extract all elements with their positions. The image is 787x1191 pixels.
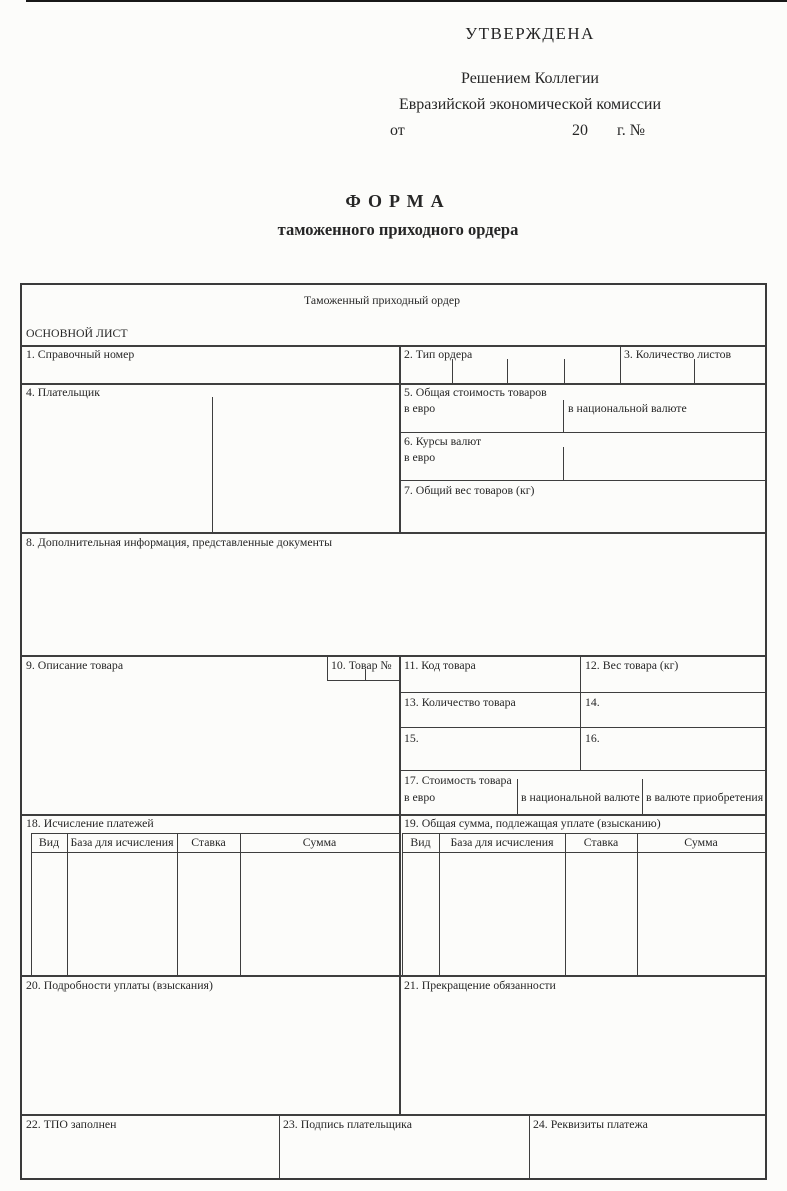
subfield-tick (507, 359, 508, 383)
grid-line (31, 833, 399, 834)
grid-line (399, 692, 765, 693)
grid-line (439, 833, 440, 975)
field-label-15: 15. (404, 731, 419, 745)
approval-line-1: УТВЕРЖДЕНА (465, 24, 595, 43)
field-label-22: 22. ТПО заполнен (26, 1117, 117, 1131)
grid-line (402, 852, 765, 853)
grid-line (620, 345, 621, 383)
document-title: ФОРМА (345, 191, 451, 211)
grid-line (399, 480, 765, 481)
field-5-euro-label: в евро (404, 401, 436, 415)
form-title: Таможенный приходный ордер (303, 293, 461, 307)
grid-line (177, 833, 178, 975)
grid-line (563, 400, 564, 432)
grid-line (580, 655, 581, 770)
field-label-19: 19. Общая сумма, подлежащая уплате (взысканию) (404, 816, 661, 830)
grid-line (327, 680, 399, 681)
grid-line (327, 655, 328, 680)
grid-line (22, 383, 765, 385)
grid-line (517, 779, 518, 814)
field-label-8: 8. Дополнительная информация, представленные документы (26, 535, 332, 549)
field-label-2: 2. Тип ордера (404, 347, 473, 361)
grid-line (240, 833, 241, 975)
field-17-purchase-label: в валюте приобретения (646, 790, 764, 804)
document-subtitle: таможенного приходного ордера (277, 220, 519, 239)
field-label-24: 24. Реквизиты платежа (533, 1117, 648, 1131)
grid-line (563, 447, 564, 480)
grid-line (31, 852, 399, 853)
grid-line (565, 833, 566, 975)
field-6-euro-label: в евро (404, 450, 436, 464)
grid-line (22, 1114, 765, 1116)
field-label-5: 5. Общая стоимость товаров (404, 385, 547, 399)
grid-line (642, 779, 643, 814)
grid-line (22, 532, 765, 534)
field-label-17: 17. Стоимость товара (404, 773, 512, 787)
grid-line (399, 727, 765, 728)
field-label-18: 18. Исчисление платежей (26, 816, 154, 830)
subfield-tick (452, 359, 453, 383)
grid-line (31, 833, 32, 975)
grid-line (399, 770, 765, 771)
grid-line (765, 833, 766, 975)
field-label-14: 14. (585, 695, 600, 709)
field-label-12: 12. Вес товара (кг) (585, 658, 679, 672)
field-label-3: 3. Количество листов (624, 347, 732, 361)
payments-col-vid: Вид (38, 835, 60, 849)
subfield-tick (564, 359, 565, 383)
field-17-national-label: в национальной валюте (521, 790, 640, 804)
grid-line (22, 975, 765, 977)
field-label-21: 21. Прекращение обязанности (404, 978, 556, 992)
field-label-7: 7. Общий вес товаров (кг) (404, 483, 535, 497)
field-5-national-label: в национальной валюте (568, 401, 687, 415)
scan-artifact-top-line (26, 0, 787, 2)
grid-line (399, 432, 765, 433)
payments-col-base: База для исчисления (450, 835, 554, 849)
payments-col-sum: Сумма (684, 835, 718, 849)
approval-date-number: г. № (617, 122, 646, 139)
payments-col-rate: Ставка (583, 835, 619, 849)
field-label-23: 23. Подпись плательщика (283, 1117, 412, 1131)
payments-col-vid: Вид (410, 835, 431, 849)
grid-line (212, 397, 213, 532)
sheet-label: ОСНОВНОЙ ЛИСТ (26, 326, 128, 340)
payments-col-rate: Ставка (191, 835, 226, 849)
field-label-10: 10. Товар № (331, 658, 392, 672)
payments-col-sum: Сумма (302, 835, 337, 849)
field-label-20: 20. Подробности уплаты (взыскания) (26, 978, 213, 992)
tpo-form-table (20, 283, 767, 1180)
grid-line (399, 655, 401, 1114)
field-label-13: 13. Количество товара (404, 695, 516, 709)
field-label-4: 4. Плательщик (26, 385, 100, 399)
grid-line (279, 1114, 280, 1178)
field-label-6: 6. Курсы валют (404, 434, 482, 448)
grid-line (399, 345, 401, 532)
approval-line-3: Евразийской экономической комиссии (398, 96, 662, 113)
field-label-16: 16. (585, 731, 600, 745)
grid-line (402, 833, 765, 834)
field-17-euro-label: в евро (404, 790, 436, 804)
grid-line (529, 1114, 530, 1178)
subfield-tick (694, 359, 695, 383)
grid-line (402, 833, 403, 975)
approval-date-year: 20 (572, 122, 588, 139)
grid-line (637, 833, 638, 975)
field-label-1: 1. Справочный номер (26, 347, 135, 361)
field-label-9: 9. Описание товара (26, 658, 124, 672)
field-label-11: 11. Код товара (404, 658, 476, 672)
approval-line-2: Решением Коллегии (461, 70, 599, 87)
payments-col-base: База для исчисления (70, 835, 174, 849)
grid-line (22, 655, 765, 657)
approval-date-from: от (390, 122, 405, 139)
grid-line (67, 833, 68, 975)
